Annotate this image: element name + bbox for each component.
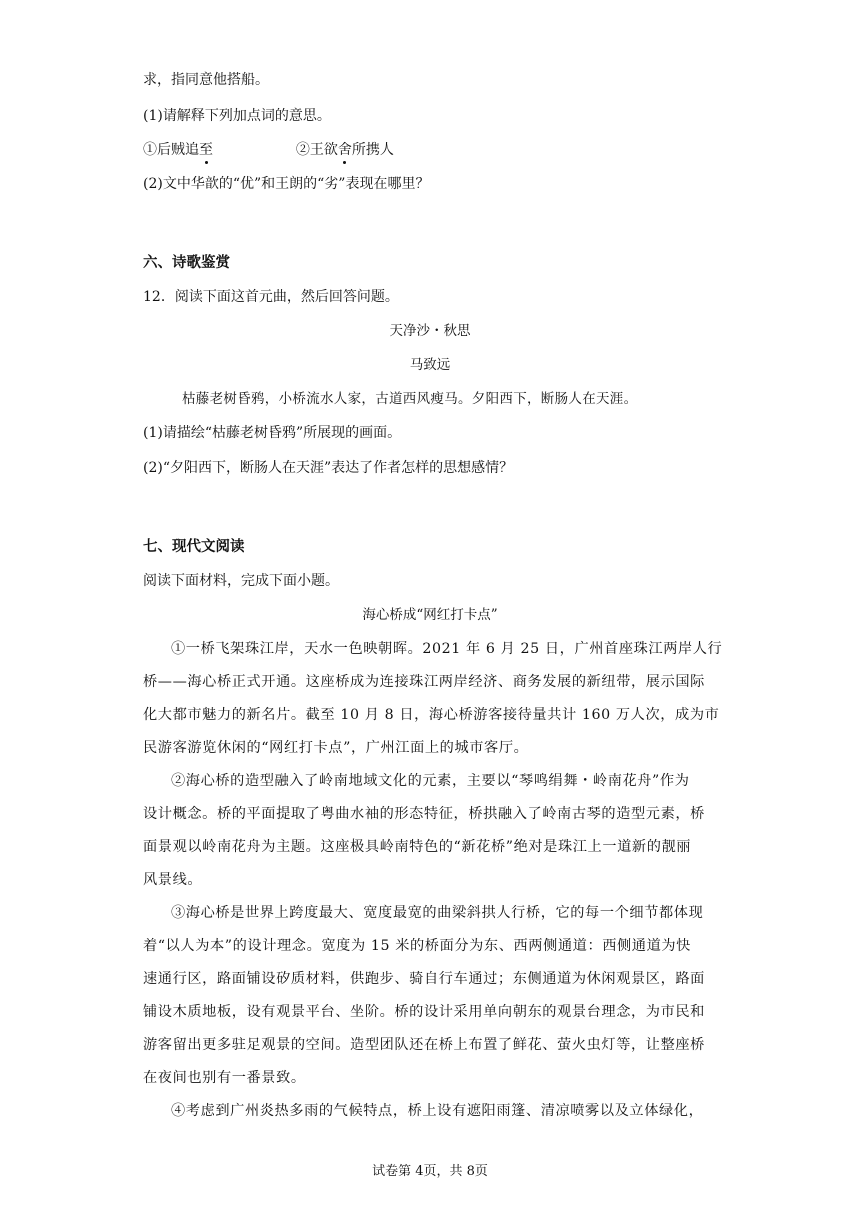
paragraph-2-line: 面景观以岭南花舟为主题。这座极具岭南特色的“新花桥”绝对是珠江上一道新的靓丽	[143, 839, 692, 855]
poem-sub-question-1: (1)请描绘“枯藤老树昏鸦”所展现的画面。	[143, 425, 402, 441]
paragraph-2-line: ②海心桥的造型融入了岭南地域文化的元素，主要以“琴鸣绢舞・岭南花舟”作为	[171, 773, 690, 789]
paragraph-1-line: ①一桥飞架珠江岸，天水一色映朝晖。2021 年 6 月 25 日，广州首座珠江两岸人行	[171, 641, 723, 657]
page-footer: 试卷第 4页，共 8页	[372, 1164, 488, 1179]
item-1-dotted-char: 至	[199, 142, 213, 158]
question-continuation: 求，指同意他搭船。	[143, 72, 269, 88]
paragraph-3-line: 着“以人为本”的设计理念。宽度为 15 米的桥面分为东、西两侧通道：西侧通道为快	[143, 938, 691, 954]
paragraph-3-line: 速通行区，路面铺设矽质材料，供跑步、骑自行车通过；东侧通道为休闲观景区，路面	[143, 971, 705, 987]
sub-question-2: (2)文中华歆的“优”和王朗的“劣”表现在哪里？	[143, 176, 430, 192]
item-1-prefix: ①后贼追	[143, 142, 199, 158]
item-2-prefix: ②王欲	[295, 142, 338, 158]
article-title: 海心桥成“网红打卡点”	[362, 607, 498, 623]
paragraph-3-line: 铺设木质地板，设有观景平台、坐阶。桥的设计采用单向朝东的观景台理念，为市民和	[143, 1004, 705, 1020]
paragraph-2-line: 设计概念。桥的平面提取了粤曲水袖的形态特征，桥拱融入了岭南古琴的造型元素，桥	[143, 806, 705, 822]
section-heading-modern-reading: 七、现代文阅读	[143, 538, 245, 555]
paragraph-3-line: 游客留出更多驻足观景的空间。造型团队还在桥上布置了鲜花、萤火虫灯等，让整座桥	[143, 1037, 705, 1053]
sub-question-1: (1)请解释下列加点词的意思。	[143, 108, 331, 124]
paragraph-1-line: 桥——海心桥正式开通。这座桥成为连接珠江两岸经济、商务发展的新纽带，展示国际	[143, 674, 705, 690]
sub-question-items	[143, 140, 394, 160]
item-2-dotted-char: 舍	[337, 142, 352, 158]
question-12: 12．阅读下面这首元曲，然后回答问题。	[143, 289, 399, 305]
paragraph-3-line: ③海心桥是世界上跨度最大、宽度最宽的曲梁斜拱人行桥，它的每一个细节都体现	[171, 905, 704, 921]
paragraph-3-line: 在夜间也别有一番景致。	[143, 1070, 306, 1086]
poem-author: 马致远	[409, 357, 451, 373]
poem-body: 枯藤老树昏鸦，小桥流水人家，古道西风瘦马。夕阳西下，断肠人在天涯。	[182, 391, 638, 407]
paragraph-1-line: 化大都市魅力的新名片。截至 10 月 8 日，海心桥游客接待量共计 160 万人次，成为市	[143, 707, 720, 723]
poem-title: 天净沙・秋思	[389, 323, 471, 339]
reading-instruction: 阅读下面材料，完成下面小题。	[143, 573, 339, 589]
section-heading-poetry: 六、诗歌鉴赏	[143, 254, 230, 271]
paragraph-2-line: 风景线。	[143, 872, 203, 888]
paragraph-4-line: ④考虑到广州炎热多雨的气候特点，桥上设有遮阳雨篷、清凉喷雾以及立体绿化，	[171, 1103, 704, 1119]
paragraph-1-line: 民游客游览休闲的“网红打卡点”，广州江面上的城市客厅。	[143, 740, 529, 756]
item-2-suffix: 所携人	[351, 142, 394, 158]
poem-sub-question-2: (2)“夕阳西下，断肠人在天涯”表达了作者怎样的思想感情？	[143, 460, 514, 476]
